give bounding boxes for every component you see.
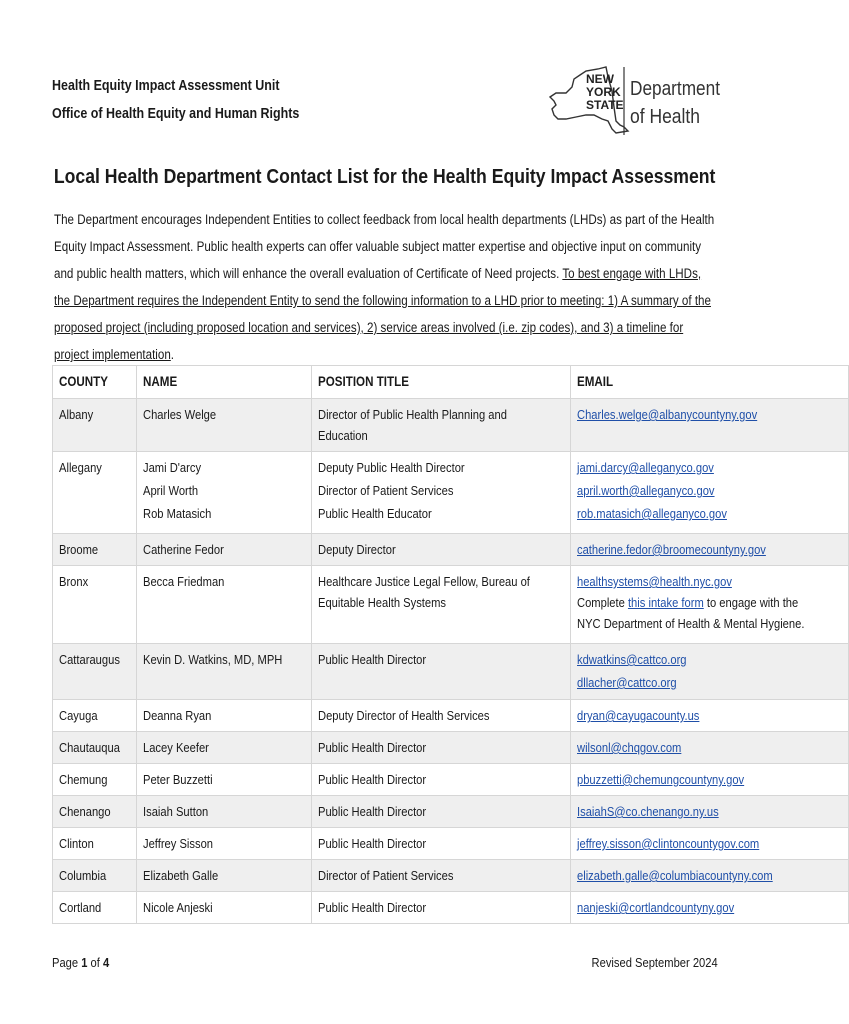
county-name: Cayuga — [59, 708, 98, 723]
contact-name: Deanna Ryan — [142, 708, 212, 723]
contact-name: Peter Buzzetti — [142, 772, 213, 787]
table-row — [53, 796, 849, 828]
column-header-email: EMAIL — [571, 366, 848, 399]
position-title: Healthcare Justice Legal Fellow, Bureau of — [317, 574, 530, 589]
position-cell — [311, 732, 570, 764]
contact-name: Rob Matasich — [142, 506, 212, 521]
contact-name: April Worth — [142, 483, 198, 498]
email-link[interactable]: kdwatkins@cattco.org — [577, 652, 687, 667]
position-title: Education — [317, 428, 368, 443]
contact-name: Jeffrey Sisson — [142, 836, 213, 851]
email-link[interactable]: catherine.fedor@broomecountyny.gov — [577, 542, 767, 557]
table-row — [53, 534, 849, 566]
county-cell — [53, 452, 137, 534]
contact-name: Charles Welge — [142, 407, 216, 422]
contact-name: Becca Friedman — [142, 574, 225, 589]
county-name: Albany — [59, 407, 94, 422]
contact-name: Kevin D. Watkins, MD, MPH — [142, 652, 283, 667]
position-title: Public Health Educator — [317, 506, 432, 521]
unit-name: Health Equity Impact Assessment Unit — [52, 78, 280, 94]
name-cell — [136, 732, 311, 764]
intro-plain: The Department encourages Independent Entities to collect feedback from local health departments (LHDs) as part of the Health Equity Impact Assessment. Public health experts can offer valuable subject matter expertise and objective input on community and public health matters, which will enhance the overall evaluation of Certificate of Need projects. — [54, 212, 715, 281]
page-number: Page 1 of 4 — [52, 955, 110, 970]
county-name: Chemung — [59, 772, 108, 787]
position-cell — [311, 796, 570, 828]
name-cell — [136, 452, 311, 534]
contact-table — [52, 365, 849, 924]
position-cell — [311, 452, 570, 534]
table-row — [53, 399, 849, 452]
contact-name: Jami D'arcy — [142, 460, 201, 475]
position-title: Public Health Director — [317, 836, 427, 851]
intro-end: . — [170, 347, 175, 362]
contact-name: Elizabeth Galle — [142, 868, 219, 883]
email-cell — [571, 452, 848, 534]
email-cell — [571, 534, 848, 566]
email-cell — [571, 828, 848, 860]
county-name: Cattaraugus — [59, 652, 120, 667]
email-cell — [571, 732, 848, 764]
page-title: Local Health Department Contact List for the Health Equity Impact Assessment — [54, 165, 716, 188]
county-name: Columbia — [59, 868, 107, 883]
position-cell — [311, 399, 570, 452]
county-cell — [53, 796, 137, 828]
county-name: Allegany — [59, 460, 102, 475]
nys-doh-logo — [546, 63, 726, 141]
email-link[interactable]: pbuzzetti@chemungcountyny.gov — [577, 772, 745, 787]
position-title: Public Health Director — [317, 804, 427, 819]
county-name: Clinton — [59, 836, 94, 851]
email-cell — [571, 399, 848, 452]
county-cell — [53, 700, 137, 732]
position-title: Deputy Public Health Director — [317, 460, 465, 475]
name-cell — [136, 399, 311, 452]
county-cell — [53, 828, 137, 860]
position-title: Director of Patient Services — [317, 483, 454, 498]
position-title: Deputy Director of Health Services — [317, 708, 490, 723]
contact-name: Lacey Keefer — [142, 740, 209, 755]
email-cell — [571, 644, 848, 700]
position-title: Public Health Director — [317, 652, 427, 667]
table-row — [53, 644, 849, 700]
contact-name: Catherine Fedor — [142, 542, 224, 557]
position-title: Public Health Director — [317, 740, 427, 755]
email-cell — [571, 860, 848, 892]
position-cell — [311, 828, 570, 860]
column-header-county: COUNTY — [53, 366, 137, 399]
table-header-row — [53, 366, 849, 399]
position-title: Equitable Health Systems — [317, 595, 446, 610]
county-cell — [53, 399, 137, 452]
name-cell — [136, 644, 311, 700]
position-title: Director of Patient Services — [317, 868, 454, 883]
table-row — [53, 452, 849, 534]
email-link[interactable]: nanjeski@cortlandcountyny.gov — [577, 900, 735, 915]
position-cell — [311, 644, 570, 700]
name-cell — [136, 892, 311, 924]
position-cell — [311, 566, 570, 644]
column-header-position: POSITION TITLE — [311, 366, 570, 399]
name-cell — [136, 796, 311, 828]
name-cell — [136, 860, 311, 892]
county-cell — [53, 644, 137, 700]
logo-state: STATE — [586, 98, 624, 112]
table-row — [53, 828, 849, 860]
county-cell — [53, 566, 137, 644]
email-cell: healthsystems@health.nyc.gov Complete this intake form to engage with the NYC Department of Health & Mental Hygiene. — [571, 566, 848, 644]
position-cell — [311, 534, 570, 566]
table-row — [53, 764, 849, 796]
county-name: Chautauqua — [59, 740, 120, 755]
email-cell — [571, 764, 848, 796]
logo-york: YORK — [586, 85, 621, 99]
county-cell — [53, 892, 137, 924]
email-cell — [571, 700, 848, 732]
table-row — [53, 860, 849, 892]
logo-of-health: of Health — [630, 106, 700, 128]
intake-form-link[interactable]: this intake form — [628, 595, 705, 610]
office-name: Office of Health Equity and Human Rights — [52, 106, 300, 122]
email-link[interactable]: jami.darcy@alleganyco.gov — [577, 460, 715, 475]
contact-name: Isaiah Sutton — [142, 804, 209, 819]
email-link[interactable]: dryan@cayugacounty.us — [577, 708, 700, 723]
county-cell — [53, 860, 137, 892]
table-row — [53, 700, 849, 732]
position-cell — [311, 892, 570, 924]
header-units — [52, 72, 299, 128]
table-row — [53, 732, 849, 764]
revised-date: Revised September 2024 — [591, 955, 718, 970]
column-header-name: NAME — [136, 366, 311, 399]
logo-department: Department — [630, 78, 721, 100]
county-name: Bronx — [59, 574, 89, 589]
email-link[interactable]: jeffrey.sisson@clintoncountygov.com — [577, 836, 760, 851]
table-row — [53, 566, 849, 644]
county-name: Cortland — [59, 900, 102, 915]
logo-new: NEW — [586, 72, 614, 86]
email-link[interactable]: wilsonl@chqgov.com — [577, 740, 682, 755]
position-cell — [311, 764, 570, 796]
position-cell — [311, 700, 570, 732]
email-link[interactable]: Charles.welge@albanycountyny.gov — [577, 407, 758, 422]
name-cell — [136, 566, 311, 644]
email-link[interactable]: IsaiahS@co.chenango.ny.us — [577, 804, 719, 819]
position-title: Deputy Director — [317, 542, 396, 557]
contact-name: Nicole Anjeski — [142, 900, 213, 915]
intro-paragraph — [54, 206, 716, 368]
position-title: Public Health Director — [317, 900, 427, 915]
name-cell — [136, 828, 311, 860]
name-cell — [136, 764, 311, 796]
email-cell — [571, 796, 848, 828]
county-cell — [53, 732, 137, 764]
email-cell — [571, 892, 848, 924]
email-link[interactable]: elizabeth.galle@columbiacountyny.com — [577, 868, 774, 883]
email-link[interactable]: rob.matasich@alleganyco.gov — [577, 506, 728, 521]
email-link[interactable]: april.worth@alleganyco.gov — [577, 483, 715, 498]
county-cell — [53, 534, 137, 566]
county-cell — [53, 764, 137, 796]
email-link[interactable]: dllacher@cattco.org — [577, 675, 677, 690]
county-name: Chenango — [59, 804, 111, 819]
email-link[interactable]: healthsystems@health.nyc.gov — [577, 574, 733, 589]
name-cell — [136, 700, 311, 732]
position-title: Director of Public Health Planning and — [317, 407, 507, 422]
county-name: Broome — [59, 542, 99, 557]
table-row — [53, 892, 849, 924]
name-cell — [136, 534, 311, 566]
position-title: Public Health Director — [317, 772, 427, 787]
intro-requirement: To best engage with LHDs, the Department requires the Independent Entity to send the following information to a LHD prior to meeting: 1) A summary of the proposed project (including proposed location and services), 2) service areas involved (i.e. zip codes), and 3) a timeline for project implementation — [54, 266, 711, 362]
position-cell — [311, 860, 570, 892]
